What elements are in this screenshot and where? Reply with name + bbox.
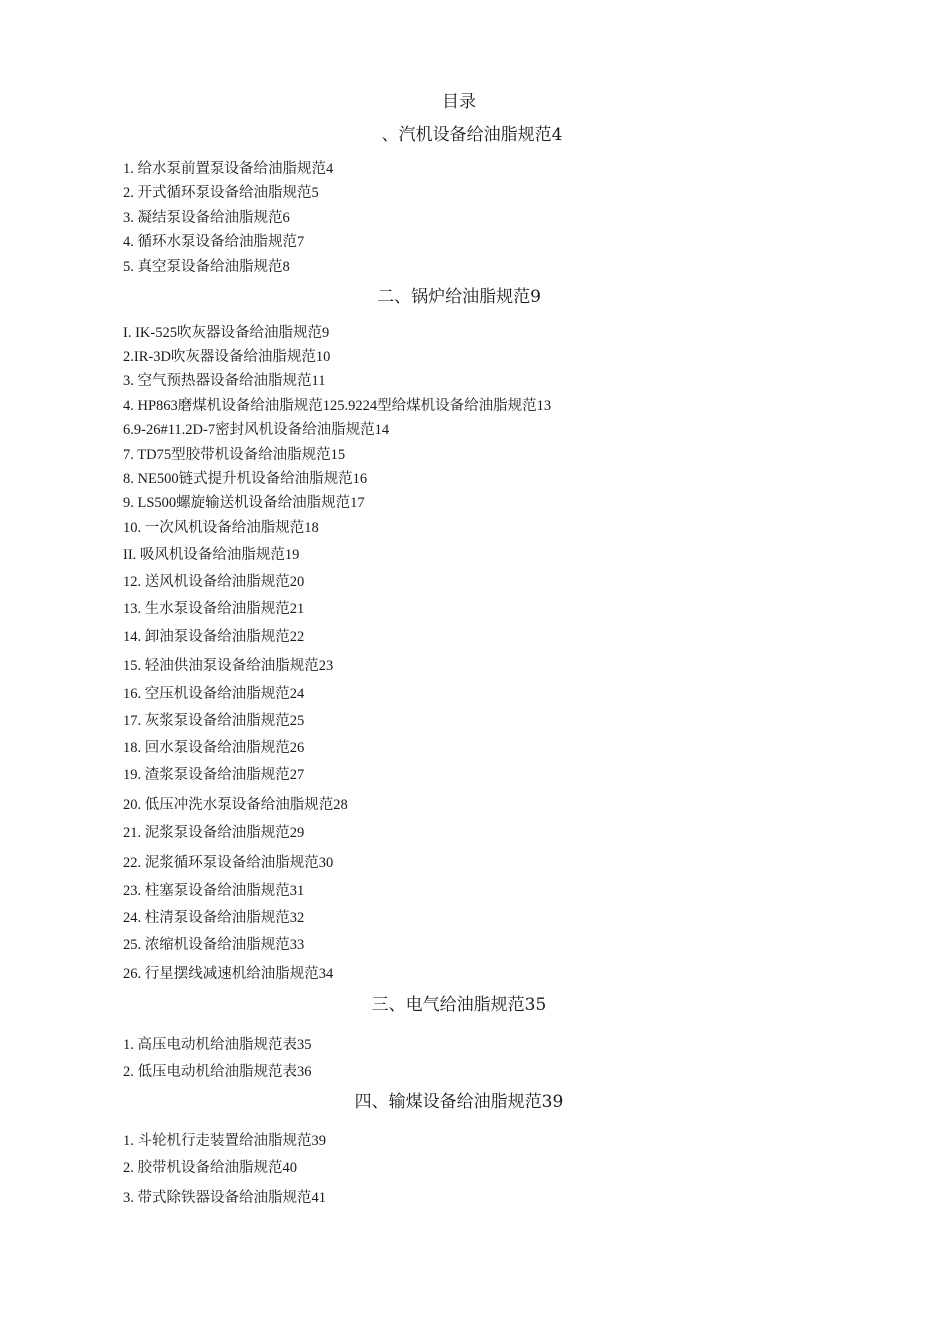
toc-item: 4. 循环水泵设备给油脂规范7 [123,234,305,250]
toc-item: 6.9-26#11.2D-7密封风机设备给油脂规范14 [123,422,390,438]
toc-item: 23. 柱塞泵设备给油脂规范31 [123,883,305,899]
toc-item: 10. 一次风机设备给油脂规范18 [123,520,319,536]
toc-item: 1. 斗轮机行走装置给油脂规范39 [123,1133,326,1149]
section-heading-electrical: 三、电气给油脂规范35 [371,995,547,1015]
toc-item: 20. 低压冲洗水泵设备给油脂规范28 [123,797,348,813]
section-heading-boiler: 二、锅炉给油脂规范9 [377,287,541,307]
toc-item: 21. 泥浆泵设备给油脂规范29 [123,825,305,841]
toc-item: 14. 卸油泵设备给油脂规范22 [123,629,305,645]
toc-item: 13. 生水泵设备给油脂规范21 [123,601,305,617]
toc-item: 4. HP863磨煤机设备给油脂规范125.9224型给煤机设备给油脂规范13 [123,398,552,414]
toc-item: 3. 凝结泵设备给油脂规范6 [123,210,290,226]
toc-item: 22. 泥浆循环泵设备给油脂规范30 [123,855,334,871]
section-heading-turbine: 、汽机设备给油脂规范4 [381,125,563,145]
toc-item: 24. 柱清泵设备给油脂规范32 [123,910,305,926]
toc-item: 25. 浓缩机设备给油脂规范33 [123,937,305,953]
toc-item: I. IK-525吹灰器设备给油脂规范9 [123,325,330,341]
toc-item: 2. 开式循环泵设备给油脂规范5 [123,185,319,201]
toc-item: 15. 轻油供油泵设备给油脂规范23 [123,658,334,674]
toc-item: 16. 空压机设备给油脂规范24 [123,686,305,702]
section-heading-coal-handling: 四、输煤设备给油脂规范39 [354,1092,564,1112]
toc-item: 3. 带式除铁器设备给油脂规范41 [123,1190,326,1206]
toc-item: 18. 回水泵设备给油脂规范26 [123,740,305,756]
toc-item: 7. TD75型胶带机设备给油脂规范15 [123,447,346,463]
toc-item: 3. 空气预热器设备给油脂规范11 [123,373,326,389]
toc-item: II. 吸风机设备给油脂规范19 [123,547,300,563]
toc-item: 1. 高压电动机给油脂规范表35 [123,1037,312,1053]
toc-item: 9. LS500螺旋输送机设备给油脂规范17 [123,495,365,511]
toc-item: 19. 渣浆泵设备给油脂规范27 [123,767,305,783]
toc-title: 目录 [442,92,476,112]
toc-item: 1. 给水泵前置泵设备给油脂规范4 [123,161,334,177]
toc-item: 2. 胶带机设备给油脂规范40 [123,1160,297,1176]
toc-item: 17. 灰浆泵设备给油脂规范25 [123,713,305,729]
toc-item: 2. 低压电动机给油脂规范表36 [123,1064,312,1080]
toc-item: 8. NE500链式提升机设备给油脂规范16 [123,471,368,487]
toc-item: 5. 真空泵设备给油脂规范8 [123,259,290,275]
toc-item: 26. 行星摆线减速机给油脂规范34 [123,966,334,982]
toc-item: 2.IR-3D吹灰器设备给油脂规范10 [123,349,331,365]
toc-item: 12. 送风机设备给油脂规范20 [123,574,305,590]
